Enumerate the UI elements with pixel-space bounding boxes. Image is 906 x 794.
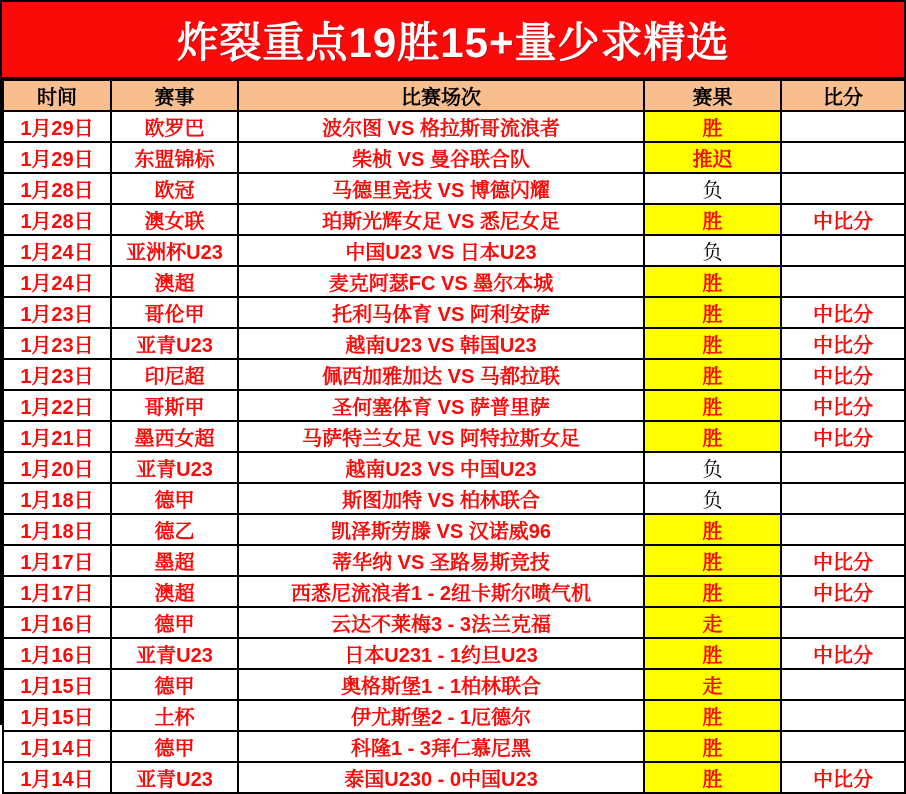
table-row [3, 669, 905, 700]
score-cell: 中比分 [781, 762, 905, 793]
table-row [3, 576, 905, 607]
league-cell: 墨西女超 [111, 421, 238, 452]
match-cell: 马德里竞技 VS 博德闪耀 [238, 173, 644, 204]
result-cell: 推迟 [644, 142, 781, 173]
score-cell: 中比分 [781, 359, 905, 390]
result-cell: 负 [644, 173, 781, 204]
header-row [3, 80, 905, 111]
league-cell: 德甲 [111, 607, 238, 638]
match-cell: 中国U23 VS 日本U23 [238, 235, 644, 266]
league-cell: 德乙 [111, 514, 238, 545]
table-row [3, 514, 905, 545]
match-cell: 越南U23 VS 中国U23 [238, 452, 644, 483]
match-cell: 珀斯光辉女足 VS 悉尼女足 [238, 204, 644, 235]
match-cell: 柴桢 VS 曼谷联合队 [238, 142, 644, 173]
league-cell: 澳超 [111, 266, 238, 297]
score-cell [781, 669, 905, 700]
table-row [3, 545, 905, 576]
match-cell: 伊尤斯堡2 - 1厄德尔 [238, 700, 644, 731]
league-cell: 德甲 [111, 669, 238, 700]
score-cell [781, 235, 905, 266]
result-cell: 胜 [644, 297, 781, 328]
match-cell: 越南U23 VS 韩国U23 [238, 328, 644, 359]
column-header-time: 时间 [3, 80, 111, 111]
column-header-score: 比分 [781, 80, 905, 111]
score-cell [781, 607, 905, 638]
result-cell: 胜 [644, 111, 781, 142]
date-cell: 1月29日 [3, 142, 111, 173]
date-cell: 1月14日 [3, 731, 111, 762]
league-cell: 德甲 [111, 483, 238, 514]
score-cell [781, 142, 905, 173]
date-cell: 1月18日 [3, 514, 111, 545]
score-cell [781, 514, 905, 545]
match-cell: 泰国U230 - 0中国U23 [238, 762, 644, 793]
table-row [3, 390, 905, 421]
date-cell: 1月16日 [3, 607, 111, 638]
league-cell: 印尼超 [111, 359, 238, 390]
result-cell: 胜 [644, 390, 781, 421]
match-cell: 波尔图 VS 格拉斯哥流浪者 [238, 111, 644, 142]
result-cell: 负 [644, 452, 781, 483]
result-cell: 胜 [644, 328, 781, 359]
table-row [3, 297, 905, 328]
score-cell [781, 700, 905, 731]
match-cell: 西悉尼流浪者1 - 2纽卡斯尔喷气机 [238, 576, 644, 607]
date-cell: 1月20日 [3, 452, 111, 483]
match-cell: 蒂华纳 VS 圣路易斯竞技 [238, 545, 644, 576]
column-header-league: 赛事 [111, 80, 238, 111]
match-cell: 奥格斯堡1 - 1柏林联合 [238, 669, 644, 700]
score-cell: 中比分 [781, 576, 905, 607]
result-cell: 胜 [644, 421, 781, 452]
match-cell: 斯图加特 VS 柏林联合 [238, 483, 644, 514]
date-cell: 1月17日 [3, 576, 111, 607]
result-cell: 胜 [644, 576, 781, 607]
results-table [2, 79, 906, 794]
date-cell: 1月23日 [3, 297, 111, 328]
score-cell [781, 266, 905, 297]
date-cell: 1月15日 [3, 700, 111, 731]
result-cell: 负 [644, 483, 781, 514]
score-cell: 中比分 [781, 204, 905, 235]
result-cell: 胜 [644, 514, 781, 545]
result-cell: 胜 [644, 638, 781, 669]
match-cell: 云达不莱梅3 - 3法兰克福 [238, 607, 644, 638]
league-cell: 德甲 [111, 731, 238, 762]
league-cell: 亚青U23 [111, 762, 238, 793]
table-row [3, 483, 905, 514]
league-cell: 墨超 [111, 545, 238, 576]
league-cell: 欧罗巴 [111, 111, 238, 142]
table-row [3, 700, 905, 731]
date-cell: 1月16日 [3, 638, 111, 669]
date-cell: 1月23日 [3, 359, 111, 390]
table-row [3, 235, 905, 266]
result-cell: 胜 [644, 204, 781, 235]
table-row [3, 204, 905, 235]
league-cell: 土杯 [111, 700, 238, 731]
result-cell: 胜 [644, 762, 781, 793]
score-cell: 中比分 [781, 638, 905, 669]
score-cell: 中比分 [781, 421, 905, 452]
table-row [3, 142, 905, 173]
league-cell: 欧冠 [111, 173, 238, 204]
score-cell [781, 111, 905, 142]
match-cell: 马萨特兰女足 VS 阿特拉斯女足 [238, 421, 644, 452]
result-cell: 胜 [644, 359, 781, 390]
match-cell: 日本U231 - 1约旦U23 [238, 638, 644, 669]
result-cell: 胜 [644, 700, 781, 731]
result-cell: 胜 [644, 266, 781, 297]
result-cell: 负 [644, 235, 781, 266]
league-cell: 亚青U23 [111, 328, 238, 359]
score-cell [781, 731, 905, 762]
table-row [3, 111, 905, 142]
date-cell: 1月14日 [3, 762, 111, 793]
league-cell: 亚青U23 [111, 638, 238, 669]
score-cell: 中比分 [781, 328, 905, 359]
score-cell: 中比分 [781, 297, 905, 328]
match-cell: 凯泽斯劳滕 VS 汉诺威96 [238, 514, 644, 545]
league-cell: 澳超 [111, 576, 238, 607]
match-cell: 麦克阿瑟FC VS 墨尔本城 [238, 266, 644, 297]
table-row [3, 638, 905, 669]
score-cell: 中比分 [781, 390, 905, 421]
result-cell: 走 [644, 669, 781, 700]
table-row [3, 328, 905, 359]
table-row [3, 607, 905, 638]
date-cell: 1月17日 [3, 545, 111, 576]
date-cell: 1月15日 [3, 669, 111, 700]
table-row [3, 452, 905, 483]
date-cell: 1月29日 [3, 111, 111, 142]
league-cell: 东盟锦标 [111, 142, 238, 173]
table-row [3, 762, 905, 793]
score-cell [781, 173, 905, 204]
column-header-result: 赛果 [644, 80, 781, 111]
result-cell: 走 [644, 607, 781, 638]
league-cell: 哥伦甲 [111, 297, 238, 328]
date-cell: 1月28日 [3, 173, 111, 204]
match-cell: 圣何塞体育 VS 萨普里萨 [238, 390, 644, 421]
result-cell: 胜 [644, 545, 781, 576]
result-cell: 胜 [644, 731, 781, 762]
date-cell: 1月22日 [3, 390, 111, 421]
table-row [3, 173, 905, 204]
column-header-match: 比赛场次 [238, 80, 644, 111]
date-cell: 1月24日 [3, 235, 111, 266]
match-cell: 佩西加雅加达 VS 马都拉联 [238, 359, 644, 390]
results-table-body [3, 111, 905, 793]
league-cell: 亚青U23 [111, 452, 238, 483]
league-cell: 哥斯甲 [111, 390, 238, 421]
date-cell: 1月28日 [3, 204, 111, 235]
league-cell: 亚洲杯U23 [111, 235, 238, 266]
title-banner [2, 2, 904, 79]
table-row [3, 266, 905, 297]
date-cell: 1月21日 [3, 421, 111, 452]
match-cell: 托利马体育 VS 阿利安萨 [238, 297, 644, 328]
results-table-head [3, 80, 905, 111]
date-cell: 1月23日 [3, 328, 111, 359]
date-cell: 1月18日 [3, 483, 111, 514]
score-cell [781, 483, 905, 514]
table-row [3, 421, 905, 452]
league-cell: 澳女联 [111, 204, 238, 235]
score-cell: 中比分 [781, 545, 905, 576]
table-row [3, 359, 905, 390]
match-cell: 科隆1 - 3拜仁慕尼黑 [238, 731, 644, 762]
date-cell: 1月24日 [3, 266, 111, 297]
table-row [3, 731, 905, 762]
score-cell [781, 452, 905, 483]
page-title: 炸裂重点19胜15+量少求精选 [176, 18, 730, 66]
